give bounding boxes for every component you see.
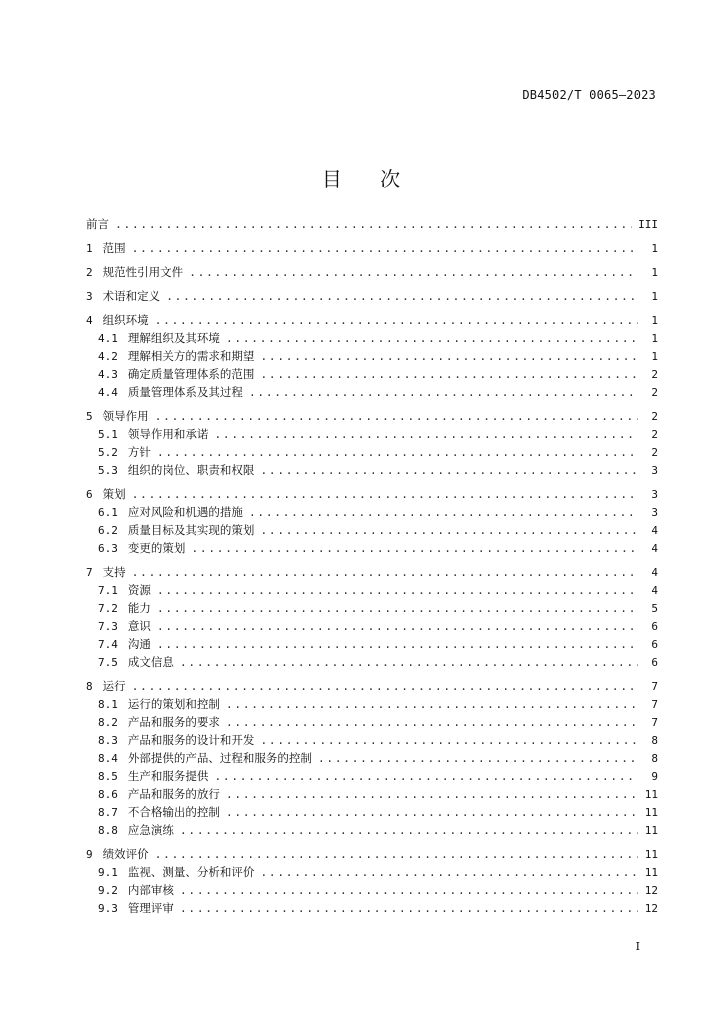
toc-entry-page: 1 bbox=[651, 242, 658, 255]
toc-entry-page: 3 bbox=[651, 464, 658, 477]
toc-leader-dots bbox=[180, 821, 638, 839]
toc-entry-number: 4.2 bbox=[98, 350, 118, 363]
toc-entry[interactable] bbox=[86, 845, 658, 863]
toc-leader-dots bbox=[260, 461, 638, 479]
toc-leader-dots bbox=[226, 329, 638, 347]
toc-entry-number: 7.4 bbox=[98, 638, 118, 651]
toc-leader-dots bbox=[226, 785, 638, 803]
toc-entry-label: 监视、测量、分析和评价 bbox=[127, 865, 255, 879]
toc-entry[interactable] bbox=[86, 881, 658, 899]
toc-entry-number: 8 bbox=[86, 680, 93, 693]
toc-leader-dots bbox=[214, 767, 638, 785]
toc-leader-dots bbox=[155, 407, 638, 425]
toc-entry[interactable] bbox=[86, 695, 658, 713]
toc-entry-label: 理解组织及其环境 bbox=[127, 331, 220, 345]
toc-entry-page: 11 bbox=[644, 866, 658, 879]
toc-entry-page: 7 bbox=[651, 680, 658, 693]
toc-entry-number: 6.2 bbox=[98, 524, 118, 537]
toc-entry-number: 6 bbox=[86, 488, 93, 501]
toc-entry[interactable] bbox=[86, 767, 658, 785]
toc-leader-dots bbox=[189, 263, 638, 281]
toc-entry[interactable] bbox=[86, 863, 658, 881]
toc-entry-number: 8.1 bbox=[98, 698, 118, 711]
toc-entry-label: 生产和服务提供 bbox=[127, 769, 209, 783]
toc-entry[interactable] bbox=[86, 329, 658, 347]
toc-entry-number: 9.3 bbox=[98, 902, 118, 915]
toc-entry-label: 变更的策划 bbox=[127, 541, 186, 555]
toc-entry[interactable] bbox=[86, 503, 658, 521]
toc-entry-page: 8 bbox=[651, 752, 658, 765]
toc-leader-dots bbox=[132, 677, 638, 695]
toc-entry-label: 产品和服务的放行 bbox=[127, 787, 220, 801]
toc-entry-page: III bbox=[638, 218, 658, 231]
toc-entry-page: 1 bbox=[651, 314, 658, 327]
toc-leader-dots bbox=[157, 599, 638, 617]
toc-entry[interactable] bbox=[86, 749, 658, 767]
toc-entry-number: 4.3 bbox=[98, 368, 118, 381]
toc-leader-dots bbox=[155, 845, 638, 863]
toc-entry-label: 前言 bbox=[86, 217, 109, 231]
toc-leader-dots bbox=[191, 539, 638, 557]
toc-leader-dots bbox=[157, 617, 638, 635]
toc-entry-label: 应急演练 bbox=[127, 823, 174, 837]
toc-entry-label: 质量目标及其实现的策划 bbox=[127, 523, 255, 537]
toc-leader-dots bbox=[260, 347, 638, 365]
toc-entry-label: 支持 bbox=[102, 565, 126, 579]
toc-entry[interactable] bbox=[86, 239, 658, 257]
toc-entry-page: 6 bbox=[651, 638, 658, 651]
toc-leader-dots bbox=[166, 287, 638, 305]
toc-entry-label: 产品和服务的设计和开发 bbox=[127, 733, 255, 747]
toc-entry-number: 9 bbox=[86, 848, 93, 861]
toc-entry[interactable] bbox=[86, 539, 658, 557]
toc-leader-dots bbox=[260, 731, 638, 749]
toc-entry-number: 8.4 bbox=[98, 752, 118, 765]
toc-leader-dots bbox=[249, 503, 638, 521]
toc-entry-page: 12 bbox=[644, 884, 658, 897]
toc-entry-number: 7.1 bbox=[98, 584, 118, 597]
toc-entry-number: 8.5 bbox=[98, 770, 118, 783]
toc-entry-page: 11 bbox=[644, 806, 658, 819]
toc-entry[interactable] bbox=[86, 677, 658, 695]
toc-entry-number: 8.7 bbox=[98, 806, 118, 819]
toc-entry-number: 9.1 bbox=[98, 866, 118, 879]
toc-entry-label: 运行 bbox=[102, 679, 126, 693]
toc-entry-number: 6.3 bbox=[98, 542, 118, 555]
toc-leader-dots bbox=[180, 881, 638, 899]
toc-entry-page: 11 bbox=[644, 788, 658, 801]
toc-leader-dots bbox=[132, 563, 638, 581]
toc-leader-dots bbox=[226, 695, 638, 713]
toc-entry-number: 7 bbox=[86, 566, 93, 579]
toc-entry-label: 能力 bbox=[127, 601, 151, 615]
toc-entry-page: 1 bbox=[651, 350, 658, 363]
toc-entry[interactable] bbox=[86, 803, 658, 821]
toc-entry[interactable] bbox=[86, 365, 658, 383]
toc-entry-page: 11 bbox=[644, 824, 658, 837]
toc-entry-number: 1 bbox=[86, 242, 93, 255]
toc-entry-page: 12 bbox=[644, 902, 658, 915]
toc-entry-number: 5.2 bbox=[98, 446, 118, 459]
toc-entry[interactable] bbox=[86, 785, 658, 803]
toc-entry-label: 成文信息 bbox=[127, 655, 174, 669]
toc-entry-number: 8.3 bbox=[98, 734, 118, 747]
toc-entry[interactable] bbox=[86, 311, 658, 329]
toc-entry-page: 3 bbox=[651, 488, 658, 501]
toc-entry-label: 应对风险和机遇的措施 bbox=[127, 505, 243, 519]
toc-entry-page: 2 bbox=[651, 410, 658, 423]
toc-leader-dots bbox=[132, 485, 638, 503]
toc-entry-page: 11 bbox=[644, 848, 658, 861]
toc-entry-number: 9.2 bbox=[98, 884, 118, 897]
toc-entry-page: 1 bbox=[651, 332, 658, 345]
toc-entry[interactable] bbox=[86, 461, 658, 479]
toc-leader-dots bbox=[260, 863, 638, 881]
toc-leader-dots bbox=[260, 365, 638, 383]
toc-leader-dots bbox=[214, 425, 638, 443]
toc-entry-page: 4 bbox=[651, 566, 658, 579]
toc-entry-page: 2 bbox=[651, 386, 658, 399]
toc-leader-dots bbox=[132, 239, 638, 257]
toc-entry-number: 7.2 bbox=[98, 602, 118, 615]
toc-entry-label: 产品和服务的要求 bbox=[127, 715, 220, 729]
toc-entry-number: 6.1 bbox=[98, 506, 118, 519]
toc-entry-label: 方针 bbox=[127, 445, 151, 459]
toc-entry-label: 质量管理体系及其过程 bbox=[127, 385, 243, 399]
page-title: 目 次 bbox=[321, 167, 403, 192]
toc-entry-number: 8.8 bbox=[98, 824, 118, 837]
toc-entry-number: 4 bbox=[86, 314, 93, 327]
toc-entry-page: 4 bbox=[651, 584, 658, 597]
toc-entry-page: 5 bbox=[651, 602, 658, 615]
toc-entry[interactable] bbox=[86, 599, 658, 617]
toc-entry-label: 组织的岗位、职责和权限 bbox=[127, 463, 255, 477]
toc-entry-label: 外部提供的产品、过程和服务的控制 bbox=[127, 751, 312, 765]
toc-entry-label: 规范性引用文件 bbox=[102, 265, 184, 279]
toc-entry[interactable] bbox=[86, 581, 658, 599]
toc-entry[interactable] bbox=[86, 821, 658, 839]
toc-leader-dots bbox=[260, 521, 638, 539]
toc-entry[interactable] bbox=[86, 347, 658, 365]
toc-entry-label: 确定质量管理体系的范围 bbox=[127, 367, 255, 381]
toc-entry-label: 领导作用 bbox=[102, 409, 149, 423]
toc-leader-dots bbox=[180, 899, 638, 917]
toc-entry[interactable] bbox=[86, 521, 658, 539]
toc-entry-label: 范围 bbox=[102, 241, 126, 255]
document-code: DB4502/T 0065—2023 bbox=[522, 88, 656, 102]
table-of-contents bbox=[86, 215, 658, 917]
toc-leader-dots bbox=[180, 653, 638, 671]
toc-leader-dots bbox=[226, 713, 638, 731]
toc-entry-number: 4.4 bbox=[98, 386, 118, 399]
toc-entry-page: 4 bbox=[651, 524, 658, 537]
toc-entry[interactable] bbox=[86, 653, 658, 671]
toc-entry[interactable] bbox=[86, 407, 658, 425]
toc-entry-label: 组织环境 bbox=[102, 313, 149, 327]
toc-entry-page: 6 bbox=[651, 656, 658, 669]
toc-entry-number: 7.3 bbox=[98, 620, 118, 633]
toc-entry-page: 1 bbox=[651, 290, 658, 303]
toc-entry-label: 内部审核 bbox=[127, 883, 174, 897]
toc-entry-number: 5.3 bbox=[98, 464, 118, 477]
toc-entry[interactable] bbox=[86, 443, 658, 461]
page-number: I bbox=[635, 940, 640, 953]
toc-entry-number: 4.1 bbox=[98, 332, 118, 345]
toc-entry-page: 1 bbox=[651, 266, 658, 279]
toc-leader-dots bbox=[157, 635, 638, 653]
toc-entry-number: 5 bbox=[86, 410, 93, 423]
toc-entry-label: 绩效评价 bbox=[102, 847, 149, 861]
toc-entry[interactable] bbox=[86, 215, 658, 233]
toc-entry-label: 理解相关方的需求和期望 bbox=[127, 349, 255, 363]
toc-entry[interactable] bbox=[86, 713, 658, 731]
toc-leader-dots bbox=[157, 581, 638, 599]
toc-entry-label: 领导作用和承诺 bbox=[127, 427, 209, 441]
toc-leader-dots bbox=[249, 383, 638, 401]
toc-entry-label: 不合格输出的控制 bbox=[127, 805, 220, 819]
toc-entry[interactable] bbox=[86, 899, 658, 917]
toc-entry-page: 8 bbox=[651, 734, 658, 747]
toc-entry-label: 沟通 bbox=[127, 637, 151, 651]
toc-entry-page: 3 bbox=[651, 506, 658, 519]
toc-entry[interactable] bbox=[86, 287, 658, 305]
toc-entry-label: 运行的策划和控制 bbox=[127, 697, 220, 711]
toc-entry-label: 资源 bbox=[127, 583, 151, 597]
toc-entry-label: 术语和定义 bbox=[102, 289, 161, 303]
toc-entry[interactable] bbox=[86, 383, 658, 401]
toc-entry-number: 3 bbox=[86, 290, 93, 303]
toc-entry-page: 4 bbox=[651, 542, 658, 555]
toc-entry-page: 7 bbox=[651, 698, 658, 711]
toc-entry[interactable] bbox=[86, 425, 658, 443]
toc-leader-dots bbox=[226, 803, 638, 821]
toc-entry-number: 7.5 bbox=[98, 656, 118, 669]
toc-entry-number: 2 bbox=[86, 266, 93, 279]
toc-leader-dots bbox=[318, 749, 638, 767]
toc-entry[interactable] bbox=[86, 263, 658, 281]
toc-entry-page: 2 bbox=[651, 446, 658, 459]
toc-entry[interactable] bbox=[86, 635, 658, 653]
toc-entry-label: 意识 bbox=[127, 619, 151, 633]
toc-entry-number: 5.1 bbox=[98, 428, 118, 441]
toc-entry-label: 策划 bbox=[102, 487, 126, 501]
toc-entry-page: 2 bbox=[651, 428, 658, 441]
toc-entry[interactable] bbox=[86, 485, 658, 503]
toc-entry[interactable] bbox=[86, 563, 658, 581]
toc-entry[interactable] bbox=[86, 731, 658, 749]
toc-entry-number: 8.2 bbox=[98, 716, 118, 729]
toc-entry-number: 8.6 bbox=[98, 788, 118, 801]
toc-leader-dots bbox=[155, 311, 638, 329]
toc-entry-page: 6 bbox=[651, 620, 658, 633]
toc-entry-page: 2 bbox=[651, 368, 658, 381]
toc-entry-page: 7 bbox=[651, 716, 658, 729]
toc-leader-dots bbox=[157, 443, 638, 461]
toc-entry-label: 管理评审 bbox=[127, 901, 174, 915]
toc-leader-dots bbox=[115, 215, 632, 233]
toc-entry-page: 9 bbox=[651, 770, 658, 783]
toc-entry[interactable] bbox=[86, 617, 658, 635]
